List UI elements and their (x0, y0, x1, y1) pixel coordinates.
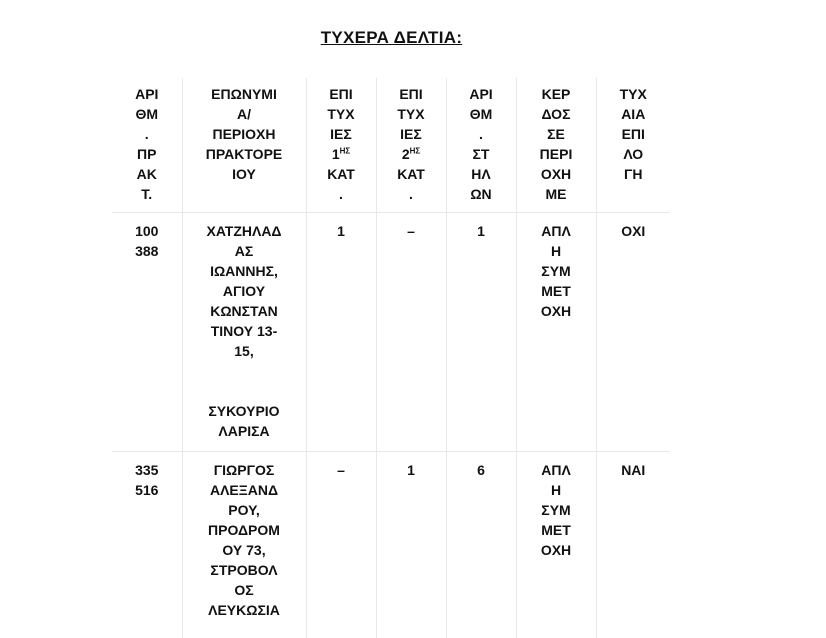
header-random-pick: ΤΥΧ ΑΙΑ ΕΠΙ ΛΟ ΓΗ (596, 78, 670, 213)
table-row (112, 452, 670, 638)
cell-wins-cat1: – (306, 452, 376, 638)
page-title: ΤΥΧΕΡΑ ΔΕΛΤΙΑ: (0, 28, 783, 48)
cell-agency-number: 100 388 (112, 213, 182, 452)
cell-columns-count: 1 (446, 213, 516, 452)
cell-columns-count: 6 (446, 452, 516, 638)
cell-random-pick: ΟΧΙ (596, 213, 670, 452)
cell-win-type: ΑΠΛ Η ΣΥΜ ΜΕΤ ΟΧΗ (516, 213, 596, 452)
header-wins-category-2: ΕΠΙ ΤΥΧ ΙΕΣ $2^{H\Sigma}$ ΚΑΤ . (376, 78, 446, 213)
cell-win-type: ΑΠΛ Η ΣΥΜ ΜΕΤ ΟΧΗ (516, 452, 596, 638)
header-columns-count: ΑΡΙ ΘΜ . ΣΤ ΗΛ ΩΝ (446, 78, 516, 213)
cell-agency-name: ΓΙΩΡΓΟΣ ΑΛΕΞΑΝΔ ΡΟΥ, ΠΡΟΔΡΟΜ ΟΥ 73, ΣΤΡΟΒΟΛ ΟΣ ΛΕΥΚΩΣΙΑ (182, 452, 306, 638)
header-agency-name-area: ΕΠΩΝΥΜΙ Α/ ΠΕΡΙΟΧΗ ΠΡΑΚΤΟΡΕ ΙΟΥ (182, 78, 306, 213)
cell-agency-number: 335 516 (112, 452, 182, 638)
header-agency-number: ΑΡΙ ΘΜ . ΠΡ ΑΚ Τ. (112, 78, 182, 213)
cell-wins-cat1: 1 (306, 213, 376, 452)
table-header-row (112, 78, 670, 213)
cell-agency-name: ΧΑΤΖΗΛΑΔ ΑΣ ΙΩΑΝΝΗΣ, ΑΓΙΟΥ ΚΩΝΣΤΑΝ ΤΙΝΟΥ 13- 15, ΣΥΚΟΥΡΙΟ ΛΑΡΙΣΑ (182, 213, 306, 452)
cell-wins-cat2: – (376, 213, 446, 452)
table-row (112, 213, 670, 452)
cell-wins-cat2: 1 (376, 452, 446, 638)
header-wins-category-1: ΕΠΙ ΤΥΧ ΙΕΣ $1^{H\Sigma}$ ΚΑΤ . (306, 78, 376, 213)
lucky-tickets-table (112, 78, 670, 638)
cell-random-pick: ΝΑΙ (596, 452, 670, 638)
header-win-type: ΚΕΡ ΔΟΣ ΣΕ ΠΕΡΙ ΟΧΗ ΜΕ (516, 78, 596, 213)
